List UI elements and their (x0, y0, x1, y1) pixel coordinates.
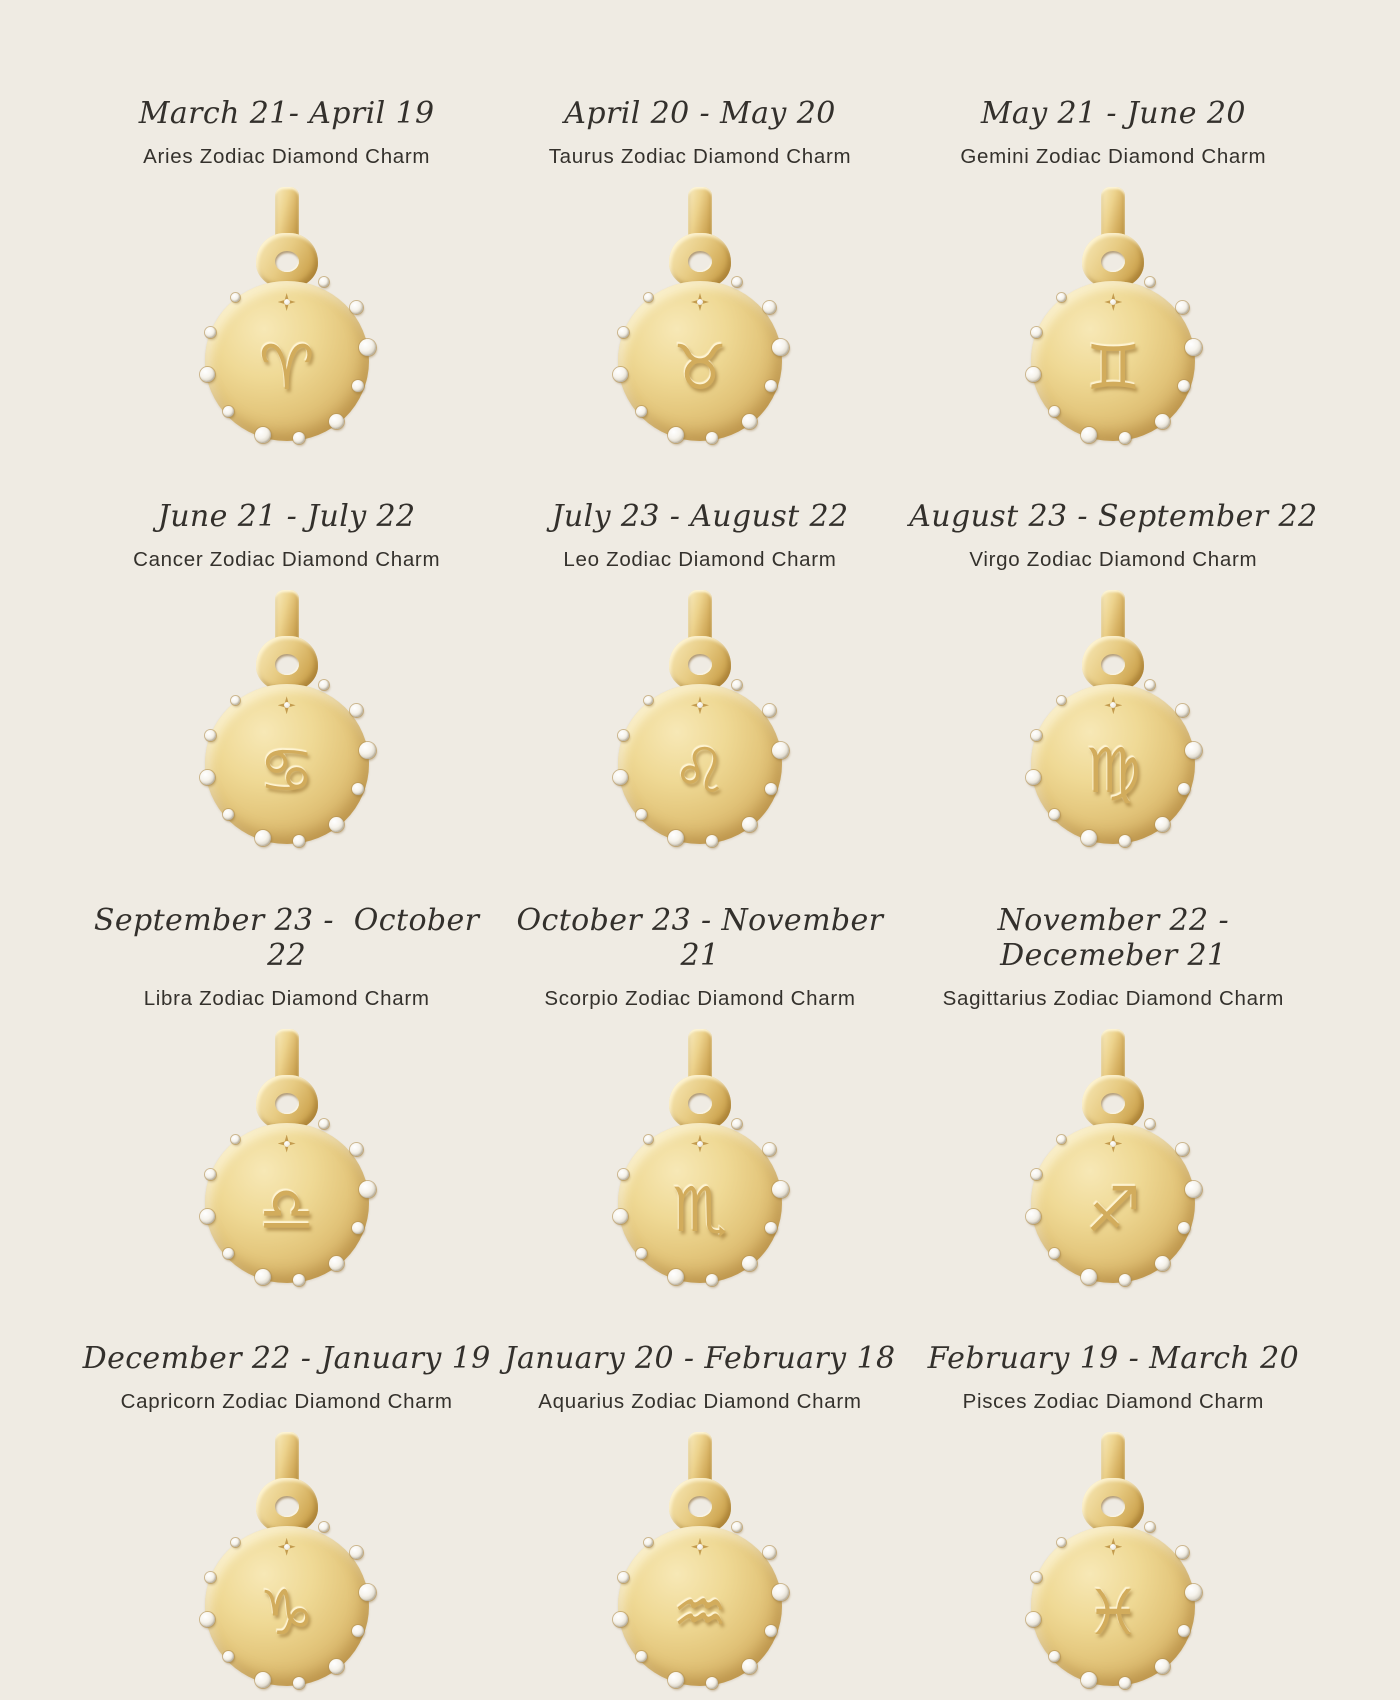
diamond-icon (636, 1248, 647, 1259)
leo-glyph-icon: ♌ (672, 734, 728, 808)
coin-disc (205, 281, 369, 441)
diamond-icon (706, 835, 718, 847)
aries-glyph-icon: ♈ (258, 331, 315, 404)
diamond-icon (765, 1222, 777, 1234)
product-name: Aries Zodiac Diamond Charm (143, 145, 431, 168)
diamond-icon (1185, 339, 1202, 356)
diamond-icon (706, 1677, 718, 1689)
diamond-icon (319, 680, 329, 690)
diamond-icon (231, 1538, 240, 1547)
charm-card-cancer (80, 499, 493, 858)
diamond-icon (223, 1248, 234, 1259)
diamond-icon (732, 277, 742, 287)
coin-disc (618, 1526, 782, 1686)
diamond-icon (772, 1181, 789, 1198)
diamond-icon (1155, 1659, 1170, 1674)
product-name: Capricorn Zodiac Diamond Charm (120, 1389, 453, 1413)
diamond-icon (329, 1256, 344, 1271)
diamond-icon (763, 1143, 776, 1156)
coin-disc (1031, 281, 1195, 441)
diamond-icon (742, 414, 757, 429)
diamond-icon (329, 817, 344, 832)
diamond-icon (1119, 432, 1131, 444)
diamond-icon (765, 380, 777, 392)
diamond-icon (618, 1572, 629, 1583)
charm-image-libra (162, 1029, 412, 1285)
diamond-icon (1185, 1181, 1202, 1198)
diamond-icon (1031, 1169, 1042, 1180)
diamond-icon (200, 1612, 215, 1627)
pisces-glyph-icon: ♓ (1085, 1575, 1142, 1649)
gemini-glyph-icon: ♊ (1085, 331, 1142, 404)
taurus-glyph-icon: ♉ (672, 331, 728, 404)
diamond-icon (1185, 1584, 1202, 1601)
charm-card-pisces (907, 1341, 1320, 1700)
diamond-icon (205, 1572, 216, 1583)
diamond-icon (1176, 1546, 1189, 1559)
charm-card-gemini (907, 96, 1320, 455)
date-range: January 20 - February 18 (504, 1340, 896, 1376)
diamond-icon (231, 293, 240, 302)
product-name: Virgo Zodiac Diamond Charm (969, 548, 1258, 572)
date-range: October 23 - November 21 (516, 902, 894, 973)
coin-disc (205, 1123, 369, 1283)
diamond-icon (1178, 1222, 1190, 1234)
diamond-icon (231, 696, 240, 705)
coin-disc (205, 684, 369, 844)
diamond-icon (1119, 1677, 1131, 1689)
diamond-icon (772, 339, 789, 356)
product-name: Pisces Zodiac Diamond Charm (962, 1389, 1265, 1413)
diamond-icon (765, 1625, 777, 1637)
diamond-icon (352, 380, 364, 392)
diamond-icon (329, 1659, 344, 1674)
product-name: Gemini Zodiac Diamond Charm (960, 145, 1267, 168)
diamond-icon (205, 1169, 216, 1180)
diamond-icon (200, 770, 215, 785)
diamond-icon (293, 835, 305, 847)
coin-disc (618, 281, 782, 441)
diamond-icon (223, 809, 234, 820)
diamond-icon (636, 1651, 647, 1662)
charm-image-virgo (988, 590, 1238, 846)
libra-glyph-icon: ♎ (258, 1172, 315, 1246)
diamond-icon (352, 783, 364, 795)
diamond-icon (359, 1181, 376, 1198)
date-range: November 22 - Decemeber 21 (997, 902, 1239, 973)
diamond-icon (613, 1209, 628, 1224)
date-range: August 23 - September 22 (909, 499, 1318, 535)
diamond-icon (223, 1651, 234, 1662)
diamond-icon (205, 327, 216, 338)
date-range: February 19 - March 20 (927, 1340, 1300, 1376)
diamond-icon (255, 1269, 271, 1285)
diamond-icon (319, 277, 329, 287)
charm-image-pisces (988, 1432, 1238, 1688)
date-range: June 21 - July 22 (157, 499, 416, 535)
charm-card-virgo (907, 499, 1320, 858)
diamond-icon (763, 1546, 776, 1559)
diamond-icon (732, 1522, 742, 1532)
cancer-glyph-icon: ♋ (258, 734, 315, 808)
aquarius-glyph-icon: ♒ (672, 1575, 728, 1649)
date-range: May 21 - June 20 (980, 96, 1246, 131)
charm-image-aries (162, 187, 412, 443)
diamond-icon (742, 1256, 757, 1271)
diamond-icon (644, 1538, 653, 1547)
diamond-icon (200, 1209, 215, 1224)
date-range: July 23 - August 22 (551, 499, 849, 535)
charm-image-capricorn (162, 1432, 412, 1688)
diamond-icon (644, 1135, 653, 1144)
diamond-icon (255, 427, 271, 443)
diamond-icon (613, 367, 628, 382)
sagittarius-glyph-icon: ♐ (1085, 1172, 1142, 1246)
diamond-icon (742, 1659, 757, 1674)
date-range: December 22 - January 19 (82, 1340, 491, 1376)
charm-image-scorpio (575, 1029, 825, 1285)
charm-image-aquarius (575, 1432, 825, 1688)
charm-card-capricorn (80, 1341, 493, 1700)
charm-image-cancer (162, 590, 412, 846)
capricorn-glyph-icon: ♑ (258, 1575, 315, 1649)
diamond-icon (1119, 835, 1131, 847)
coin-disc (1031, 684, 1195, 844)
diamond-icon (223, 406, 234, 417)
coin-disc (1031, 1123, 1195, 1283)
diamond-icon (200, 367, 215, 382)
diamond-icon (1026, 1209, 1041, 1224)
scorpio-glyph-icon: ♏ (672, 1172, 728, 1246)
diamond-icon (350, 1143, 363, 1156)
diamond-icon (1119, 1274, 1131, 1286)
diamond-icon (1049, 1248, 1060, 1259)
charm-card-aries (80, 96, 493, 455)
diamond-icon (772, 1584, 789, 1601)
diamond-icon (1176, 1143, 1189, 1156)
coin-disc (618, 684, 782, 844)
charm-card-aquarius (493, 1341, 906, 1700)
diamond-icon (1057, 1135, 1066, 1144)
diamond-icon (293, 1274, 305, 1286)
coin-disc (618, 1123, 782, 1283)
diamond-icon (231, 1135, 240, 1144)
diamond-icon (668, 427, 684, 443)
date-range: April 20 - May 20 (564, 96, 836, 131)
diamond-icon (1185, 742, 1202, 759)
diamond-icon (350, 704, 363, 717)
charm-card-scorpio (493, 903, 906, 1297)
diamond-icon (293, 1677, 305, 1689)
diamond-icon (763, 301, 776, 314)
diamond-icon (329, 414, 344, 429)
diamond-icon (613, 1612, 628, 1627)
product-name: Scorpio Zodiac Diamond Charm (544, 986, 856, 1010)
diamond-icon (359, 339, 376, 356)
diamond-icon (636, 406, 647, 417)
diamond-icon (618, 327, 629, 338)
diamond-icon (772, 742, 789, 759)
charm-card-sagittarius (907, 903, 1320, 1297)
product-name: Sagittarius Zodiac Diamond Charm (942, 986, 1285, 1010)
date-range: March 21- April 19 (138, 96, 435, 131)
product-name: Cancer Zodiac Diamond Charm (133, 548, 441, 572)
diamond-icon (352, 1222, 364, 1234)
diamond-icon (618, 1169, 629, 1180)
diamond-icon (668, 1672, 684, 1688)
diamond-icon (1178, 1625, 1190, 1637)
charm-image-leo (575, 590, 825, 846)
diamond-icon (359, 742, 376, 759)
diamond-icon (319, 1119, 329, 1129)
charm-image-sagittarius (988, 1029, 1238, 1285)
diamond-icon (293, 432, 305, 444)
date-range: September 23 - October 22 (93, 902, 490, 973)
product-name: Aquarius Zodiac Diamond Charm (538, 1389, 862, 1413)
diamond-icon (255, 830, 271, 846)
diamond-icon (1081, 1672, 1097, 1688)
diamond-icon (1155, 1256, 1170, 1271)
charm-card-taurus (493, 96, 906, 455)
diamond-icon (205, 730, 216, 741)
diamond-icon (1081, 1269, 1097, 1285)
charm-card-libra (80, 903, 493, 1297)
diamond-icon (706, 432, 718, 444)
coin-disc (1031, 1526, 1195, 1686)
diamond-icon (1026, 1612, 1041, 1627)
diamond-icon (350, 301, 363, 314)
diamond-icon (359, 1584, 376, 1601)
diamond-icon (732, 1119, 742, 1129)
coin-disc (205, 1526, 369, 1686)
charm-image-taurus (575, 187, 825, 443)
charm-image-gemini (988, 187, 1238, 443)
diamond-icon (319, 1522, 329, 1532)
diamond-icon (668, 1269, 684, 1285)
product-name: Taurus Zodiac Diamond Charm (548, 145, 852, 168)
charm-card-leo (493, 499, 906, 858)
diamond-icon (255, 1672, 271, 1688)
diamond-icon (350, 1546, 363, 1559)
diamond-icon (1145, 1119, 1155, 1129)
diamond-icon (706, 1274, 718, 1286)
product-name: Libra Zodiac Diamond Charm (143, 986, 430, 1010)
diamond-icon (644, 293, 653, 302)
product-name: Leo Zodiac Diamond Charm (563, 548, 837, 572)
virgo-glyph-icon: ♍ (1085, 734, 1142, 808)
diamond-icon (352, 1625, 364, 1637)
